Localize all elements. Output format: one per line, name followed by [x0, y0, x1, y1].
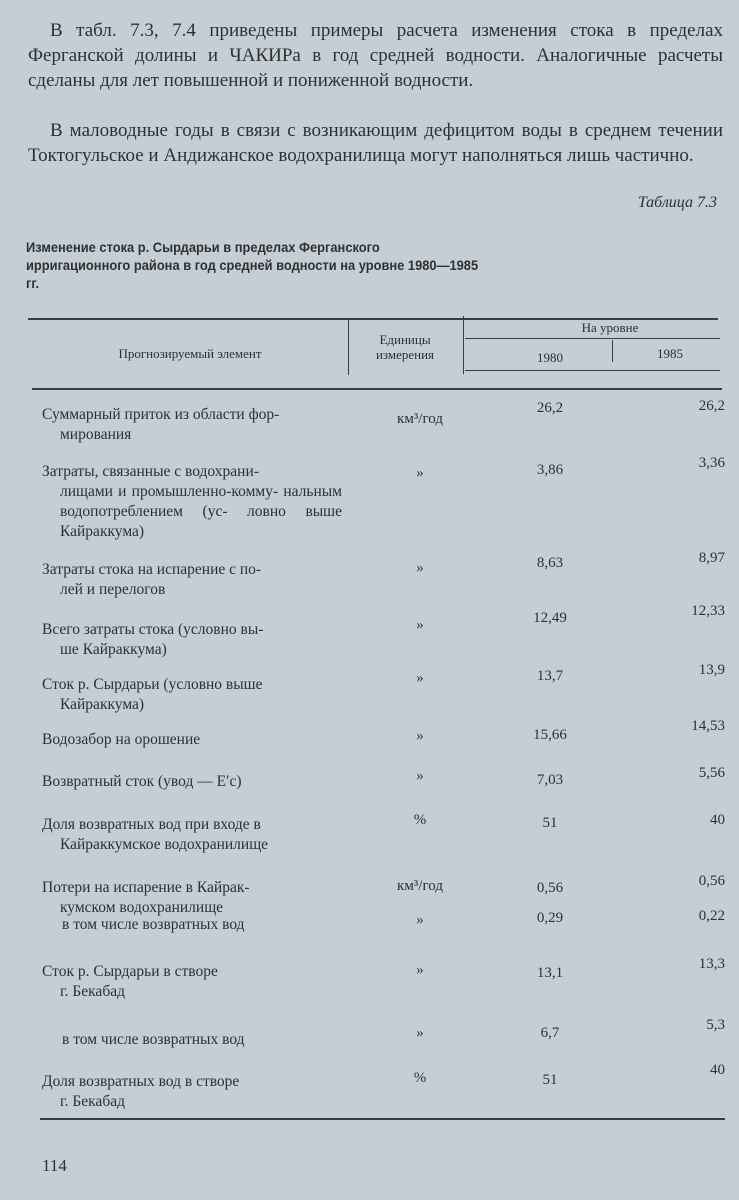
row-value-1980: 13,7: [536, 668, 564, 684]
row-value-1985: 0,22: [698, 908, 725, 924]
row-value-1980: 3,86: [536, 462, 564, 478]
paragraph-2: В маловодные годы в связи с возникающим дефицитом воды в среднем течении Токтогульское и Андижанское водохранилища могут наполняться лишь частично.: [28, 120, 723, 166]
table-row-label: [42, 962, 342, 1002]
table-row-label: [42, 730, 342, 750]
table-row-label: [62, 915, 342, 935]
row-label-continued: ше Кайраккума): [60, 641, 167, 658]
row-value-1980: 26,2: [536, 400, 564, 416]
row-label-text: Возвратный сток (yвод — E′c): [42, 773, 242, 790]
table-bottom-rule: [40, 1118, 725, 1120]
row-value-1985: 3,36: [698, 455, 725, 471]
row-value-1985: 12,33: [691, 603, 725, 619]
row-unit: »: [416, 617, 424, 633]
paragraph-1: В табл. 7.3, 7.4 приведены примеры расчета изменения стока в пределах Ферганской долины и ЧАКИРа в год средней водности. Аналогичные расчеты сделаны для лет повышенной и пониженной водности.: [28, 20, 723, 91]
row-label-text: Затраты, связанные с водохрани-: [42, 463, 259, 480]
row-value-1985: 13,3: [698, 956, 725, 972]
header-level: На уровне: [581, 320, 639, 335]
row-value-1980: 6,7: [540, 1025, 560, 1041]
row-label-text: Доля возвратных вод в створе: [42, 1073, 240, 1090]
header-1980: 1980: [537, 350, 563, 365]
row-unit: »: [416, 728, 424, 744]
row-value-1980: 0,29: [536, 910, 564, 926]
row-value-1980: 0,56: [536, 880, 564, 896]
table-row-label: [42, 405, 342, 445]
row-label-text: Потери на испарение в Кайрак-: [42, 879, 250, 896]
row-label-text: в том числе возвратных вод: [62, 916, 245, 933]
column-divider: [612, 340, 613, 362]
row-label-text: Сток р. Сырдарьи в створе: [42, 963, 218, 980]
row-label-continued: мирования: [60, 426, 132, 443]
table-row-label: [42, 675, 342, 715]
row-value-1985: 5,56: [698, 765, 725, 781]
row-label-text: Сток р. Сырдарьи (условно выше: [42, 676, 263, 693]
header-rule: [465, 370, 720, 371]
header-bottom-rule: [32, 388, 722, 390]
table-caption: Таблица 7.3: [637, 194, 717, 211]
table-row-label: [42, 878, 342, 918]
row-unit: %: [413, 812, 427, 828]
table-row-label: [42, 815, 342, 855]
row-label-text: Затраты стока на испарение с по-: [42, 561, 262, 578]
row-value-1985: 0,56: [698, 873, 725, 889]
row-unit: »: [416, 912, 424, 928]
row-unit: %: [413, 1070, 427, 1086]
row-label-continued: г. Бекабад: [60, 983, 125, 1000]
row-value-1980: 51: [542, 815, 558, 831]
row-label-text: Водозабор на орошение: [42, 731, 201, 748]
header-1985: 1985: [657, 346, 683, 361]
row-value-1980: 7,03: [536, 772, 564, 788]
row-value-1985: 40: [710, 1062, 725, 1078]
column-divider: [348, 320, 349, 375]
row-unit: »: [416, 465, 424, 481]
row-unit: км³/год: [397, 411, 443, 427]
row-label-text: Всего затраты стока (условно вы-: [42, 621, 264, 638]
row-label-text: Доля возвратных вод при входе в: [42, 816, 261, 833]
row-label-continued: Кайраккумское водохранилище: [60, 836, 269, 853]
row-value-1980: 13,1: [536, 965, 564, 981]
row-value-1985: 5,3: [706, 1017, 725, 1033]
row-unit: »: [416, 560, 424, 576]
row-value-1980: 51: [542, 1072, 558, 1088]
row-value-1985: 14,53: [691, 718, 725, 734]
row-value-1985: 40: [710, 812, 725, 828]
row-unit: »: [416, 962, 424, 978]
row-label-continued: кумском водохранилище: [60, 899, 224, 916]
row-label-continued: Кайраккума): [60, 696, 145, 713]
row-value-1980: 15,66: [533, 727, 567, 743]
table-row-label: [42, 620, 342, 660]
table-row-label: [42, 560, 342, 600]
table-row-label: [42, 772, 342, 792]
row-value-1985: 13,9: [698, 662, 725, 678]
row-value-1980: 8,63: [536, 555, 564, 571]
row-value-1980: 12,49: [533, 610, 567, 626]
row-unit: »: [416, 670, 424, 686]
column-divider: [463, 316, 464, 374]
row-label-continued: лищами и промышленно-комму- нальным водопотреблением (ус- ловно выше Кайраккума): [60, 483, 342, 540]
row-unit: »: [416, 768, 424, 784]
row-label-continued: г. Бекабад: [60, 1093, 125, 1110]
header-element: Прогнозируемый элемент: [118, 346, 262, 361]
row-unit: »: [416, 1025, 424, 1041]
header-rule: [465, 338, 720, 339]
row-value-1985: 26,2: [698, 398, 725, 414]
row-label-continued: лей и перелогов: [60, 581, 166, 598]
header-units: Единицы измерения: [375, 332, 435, 362]
row-label-text: в том числе возвратных вод: [62, 1031, 245, 1048]
row-unit: км³/год: [397, 878, 443, 894]
table-row-label: [62, 1030, 342, 1050]
table-title: Изменение стока р. Сырдарьи в пределах Ферганского ирригационного района в год средней водности на уровне 1980—1985 гг.: [26, 239, 479, 291]
row-value-1985: 8,97: [698, 550, 725, 566]
table-row-label: [42, 462, 342, 542]
table-row-label: [42, 1072, 342, 1112]
row-label-text: Суммарный приток из области фор-: [42, 406, 280, 423]
page-number: 114: [42, 1156, 67, 1175]
